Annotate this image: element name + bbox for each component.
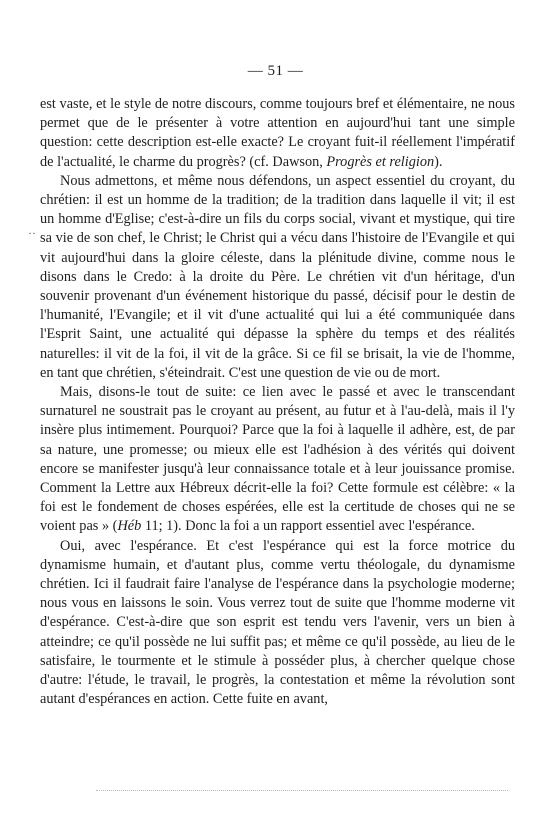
paragraph-text: Mais, disons-le tout de suite: ce lien avec le passé et avec le transcendant surnaturel ne soustrait pas le croyant au présent, au futur et à l'au-delà, mais il l'y insère plus intimement. Pourquoi? Parce que la foi à laquelle il adhère, est, de par sa nature, une promesse; ou mieux elle est l'adhésion à des vérités qui doivent encore se manifester jusqu'à leur connaissance totale et à leur jouissance promise. Comment la Lettre aux Hébreux décrit-elle la foi? Cette formule est célèbre: « la foi est le fondement de choses espérées, elle est la certitude de choses qui ne se voient pas » ( xyxy=(40,384,515,535)
paragraph-text: Nous admettons, et même nous défendons, un aspect essentiel du croyant, du chrétien: il est un homme de la tradition; de la tradition dans laquelle il vit; il est un homme d'Eglise; c'est-à-dire un fils du corps social, vivant et mystique, qui tire sa vie de son chef, le Christ; le Christ qui a vécu dans l'histoire de l'Evangile et qui vit aujourd'hui dans la gloire céleste, dans la plénitude divine, comme nous le disons dans le Credo: à la droite du Père. Le chrétien vit d'un héritage, d'un souvenir provenant d'un événement historique du passé, décisif pour le destin de l'humanité, l'Evangile; et il vit d'une actualité qui lui a été communiquée dans l'Esprit Saint, une actualité qui dépasse la sphère du temps et des réalités naturelles: il vit de la foi, il vit de la grâce. Si ce fil se brisait, la vie de l'homme, en tant que chrétien, s'éteindrait. C'est une question de vie ou de mort. xyxy=(40,172,515,381)
paragraph-2 xyxy=(40,172,515,383)
page-number: — 51 — xyxy=(247,63,304,79)
paragraph-text: 11; 1). Donc la foi a un rapport essentiel avec l'espérance. xyxy=(141,518,475,535)
footer-rule xyxy=(96,790,508,791)
paragraph-text: Oui, avec l'espérance. Et c'est l'espérance qui est la force motrice du dynamisme humain, et d'autant plus, comme vertu théologale, du dynamisme chrétien. Ici il faudrait faire l'analyse de l'espérance dans la psychologie moderne; nous vous en laissons le soin. Vous verrez tout de suite que l'homme moderne vit d'espérance. C'est-à-dire que son esprit est tendu vers l'avenir, vers un bien à atteindre; ce qu'il possède ne lui suffit pas; et même ce qu'il possède, au lieu de le satisfaire, le tourmente et le stimule à posséder plus, à chercher quelque chose d'autre: l'étude, le travail, le progrès, la contestation et même la révolution sont autant d'espérances en action. Cette fuite en avant, xyxy=(40,537,515,708)
paragraph-1 xyxy=(40,95,515,172)
paragraph-3 xyxy=(40,383,515,537)
paragraph-text: est vaste, et le style de notre discours, comme toujours bref et élémentaire, ne nous permet que de le présenter à votre attention en aujourd'hui tant une simple question: cette description est-elle exacte? Le croyant fuit-il réellement l'impératif de l'actualité, le charme du progrès? (cf. Dawson, xyxy=(40,96,515,170)
paragraph-text: ). xyxy=(434,153,443,170)
body-text xyxy=(40,95,515,710)
book-title: Progrès et religion xyxy=(326,153,435,170)
paragraph-4 xyxy=(40,537,515,710)
margin-mark: ·· xyxy=(28,226,36,240)
citation-reference: Héb xyxy=(117,518,142,535)
